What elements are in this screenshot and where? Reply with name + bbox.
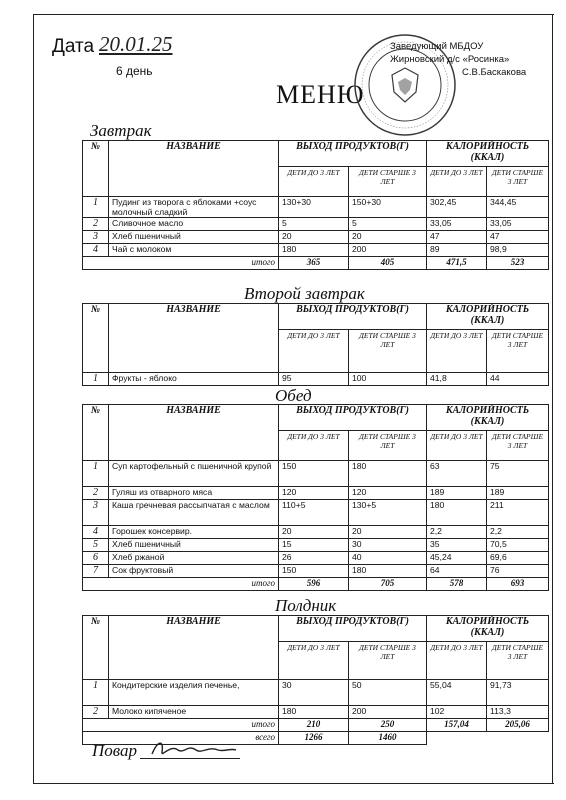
- calories-under3: 35: [427, 539, 487, 552]
- column-header-num: №: [83, 405, 109, 461]
- calories-over3: 344,45: [487, 197, 549, 218]
- table-row: [83, 461, 549, 487]
- frame-bottom-border: [34, 783, 554, 784]
- yield-under3: 150: [279, 461, 349, 487]
- yield-over3: 120: [349, 487, 427, 500]
- yield-over3: 30: [349, 539, 427, 552]
- total-row: [83, 578, 549, 591]
- row-number: 3: [83, 500, 109, 526]
- section-title: Завтрак: [90, 121, 152, 140]
- total-yield-under3: 210: [279, 719, 349, 732]
- calories-over3: 70,5: [487, 539, 549, 552]
- total-label: итого: [83, 578, 279, 591]
- row-number: 7: [83, 565, 109, 578]
- total-row: [83, 257, 549, 270]
- table-row: [83, 526, 549, 539]
- frame-left-border: [33, 14, 34, 784]
- grand-total-yield-under3: 1266: [279, 732, 349, 745]
- yield-under3: 150: [279, 565, 349, 578]
- total-row: [83, 719, 549, 732]
- yield-under3: 30: [279, 680, 349, 706]
- section-title: Полдник: [275, 596, 337, 615]
- column-subheader-under3: ДЕТИ ДО 3 ЛЕТ: [427, 642, 487, 680]
- table-row: [83, 500, 549, 526]
- yield-over3: 180: [349, 565, 427, 578]
- calories-over3: 75: [487, 461, 549, 487]
- calories-over3: 33,05: [487, 218, 549, 231]
- grand-total-label: всего: [83, 732, 279, 745]
- dish-name: Фрукты - яблоко: [109, 373, 279, 386]
- row-number: 5: [83, 539, 109, 552]
- column-subheader-over3: ДЕТИ СТАРШЕ 3 ЛЕТ: [487, 167, 549, 197]
- menu-table: [82, 303, 549, 386]
- column-header-name: НАЗВАНИЕ: [109, 616, 279, 680]
- yield-over3: 100: [349, 373, 427, 386]
- total-label: итого: [83, 257, 279, 270]
- calories-under3: 2,2: [427, 526, 487, 539]
- calories-under3: 41,8: [427, 373, 487, 386]
- calories-under3: 63: [427, 461, 487, 487]
- column-subheader-over3: ДЕТИ СТАРШЕ 3 ЛЕТ: [487, 642, 549, 680]
- yield-under3: 110+5: [279, 500, 349, 526]
- calories-under3: 302,45: [427, 197, 487, 218]
- table-row: [83, 680, 549, 706]
- column-header-calories: КАЛОРИЙНОСТЬ (ККАЛ): [427, 141, 549, 167]
- approval-line-1: Заведующий МБДОУ: [390, 41, 484, 52]
- yield-under3: 120: [279, 487, 349, 500]
- calories-over3: 98,9: [487, 244, 549, 257]
- table-row: [83, 231, 549, 244]
- row-number: 4: [83, 526, 109, 539]
- column-subheader-under3: ДЕТИ ДО 3 ЛЕТ: [427, 431, 487, 461]
- dish-name: Хлеб пшеничный: [109, 539, 279, 552]
- column-header-name: НАЗВАНИЕ: [109, 141, 279, 197]
- approval-line-3: С.В.Баскакова: [462, 67, 527, 78]
- yield-over3: 20: [349, 231, 427, 244]
- table-row: [83, 487, 549, 500]
- menu-table: [82, 404, 549, 591]
- column-subheader-under3: ДЕТИ ДО 3 ЛЕТ: [279, 330, 349, 373]
- yield-over3: 20: [349, 526, 427, 539]
- column-header-yield: ВЫХОД ПРОДУКТОВ(Г): [279, 304, 427, 330]
- column-subheader-over3: ДЕТИ СТАРШЕ 3 ЛЕТ: [487, 330, 549, 373]
- table-row: [83, 565, 549, 578]
- row-number: 1: [83, 680, 109, 706]
- day-number: 6 день: [116, 64, 153, 78]
- calories-over3: 113,3: [487, 706, 549, 719]
- table-row: [83, 244, 549, 257]
- yield-under3: 180: [279, 244, 349, 257]
- calories-over3: 189: [487, 487, 549, 500]
- row-number: 1: [83, 197, 109, 218]
- row-number: 4: [83, 244, 109, 257]
- calories-under3: 55,04: [427, 680, 487, 706]
- approval-block: [390, 40, 526, 79]
- yield-over3: 5: [349, 218, 427, 231]
- column-header-num: №: [83, 616, 109, 680]
- date-label: Дата: [52, 36, 95, 57]
- column-subheader-under3: ДЕТИ ДО 3 ЛЕТ: [427, 330, 487, 373]
- calories-under3: 47: [427, 231, 487, 244]
- yield-over3: 200: [349, 244, 427, 257]
- calories-under3: 189: [427, 487, 487, 500]
- row-number: 2: [83, 706, 109, 719]
- column-subheader-over3: ДЕТИ СТАРШЕ 3 ЛЕТ: [349, 167, 427, 197]
- dish-name: Пудинг из творога с яблоками +соус молочный сладкий: [109, 197, 279, 218]
- yield-over3: 180: [349, 461, 427, 487]
- column-subheader-under3: ДЕТИ ДО 3 ЛЕТ: [427, 167, 487, 197]
- calories-over3: 2,2: [487, 526, 549, 539]
- cook-signature-icon: [148, 738, 238, 760]
- total-calories-over3: 205,06: [487, 719, 549, 732]
- dish-name: Хлеб пшеничный: [109, 231, 279, 244]
- calories-over3: 69,6: [487, 552, 549, 565]
- grand-total-yield-over3: 1460: [349, 732, 427, 745]
- dish-name: Кондитерские изделия печенье,: [109, 680, 279, 706]
- menu-table: [82, 140, 549, 270]
- column-subheader-under3: ДЕТИ ДО 3 ЛЕТ: [279, 431, 349, 461]
- total-yield-under3: 596: [279, 578, 349, 591]
- column-header-num: №: [83, 141, 109, 197]
- calories-over3: 211: [487, 500, 549, 526]
- total-label: итого: [83, 719, 279, 732]
- yield-over3: 150+30: [349, 197, 427, 218]
- dish-name: Сок фруктовый: [109, 565, 279, 578]
- total-yield-over3: 250: [349, 719, 427, 732]
- total-calories-over3: 523: [487, 257, 549, 270]
- row-number: 2: [83, 487, 109, 500]
- calories-under3: 33,05: [427, 218, 487, 231]
- table-row: [83, 539, 549, 552]
- section-title: Обед: [275, 386, 312, 405]
- dish-name: Суп картофельный с пшеничной крупой: [109, 461, 279, 487]
- yield-under3: 180: [279, 706, 349, 719]
- total-yield-over3: 705: [349, 578, 427, 591]
- yield-under3: 5: [279, 218, 349, 231]
- calories-over3: 91,73: [487, 680, 549, 706]
- yield-under3: 20: [279, 526, 349, 539]
- yield-under3: 15: [279, 539, 349, 552]
- total-calories-under3: 578: [427, 578, 487, 591]
- column-header-calories: КАЛОРИЙНОСТЬ (ККАЛ): [427, 304, 549, 330]
- yield-over3: 130+5: [349, 500, 427, 526]
- column-subheader-over3: ДЕТИ СТАРШЕ 3 ЛЕТ: [349, 642, 427, 680]
- calories-over3: 76: [487, 565, 549, 578]
- column-subheader-over3: ДЕТИ СТАРШЕ 3 ЛЕТ: [349, 431, 427, 461]
- dish-name: Молоко кипяченое: [109, 706, 279, 719]
- column-header-calories: КАЛОРИЙНОСТЬ (ККАЛ): [427, 616, 549, 642]
- yield-under3: 26: [279, 552, 349, 565]
- dish-name: Гуляш из отварного мяса: [109, 487, 279, 500]
- menu-table: [82, 615, 549, 745]
- column-header-name: НАЗВАНИЕ: [109, 304, 279, 373]
- dish-name: Хлеб ржаной: [109, 552, 279, 565]
- calories-under3: 89: [427, 244, 487, 257]
- yield-under3: 130+30: [279, 197, 349, 218]
- calories-under3: 45,24: [427, 552, 487, 565]
- total-yield-under3: 365: [279, 257, 349, 270]
- total-calories-under3: 157,04: [427, 719, 487, 732]
- row-number: 3: [83, 231, 109, 244]
- dish-name: Каша гречневая рассыпчатая с маслом: [109, 500, 279, 526]
- yield-over3: 200: [349, 706, 427, 719]
- yield-under3: 20: [279, 231, 349, 244]
- cook-label: Повар: [92, 741, 138, 760]
- approval-line-2: Жирновский д/с «Росинка»: [390, 54, 510, 65]
- yield-over3: 50: [349, 680, 427, 706]
- total-yield-over3: 405: [349, 257, 427, 270]
- dish-name: Горошек консервир.: [109, 526, 279, 539]
- column-header-name: НАЗВАНИЕ: [109, 405, 279, 461]
- menu-title: МЕНЮ: [276, 80, 365, 109]
- calories-under3: 102: [427, 706, 487, 719]
- table-row: [83, 552, 549, 565]
- calories-under3: 180: [427, 500, 487, 526]
- calories-over3: 47: [487, 231, 549, 244]
- table-row: [83, 218, 549, 231]
- table-row: [83, 706, 549, 719]
- date-value: 20.01.25: [99, 32, 173, 56]
- dish-name: Сливочное масло: [109, 218, 279, 231]
- column-subheader-over3: ДЕТИ СТАРШЕ 3 ЛЕТ: [349, 330, 427, 373]
- column-header-num: №: [83, 304, 109, 373]
- row-number: 1: [83, 461, 109, 487]
- yield-under3: 95: [279, 373, 349, 386]
- yield-over3: 40: [349, 552, 427, 565]
- table-row: [83, 197, 549, 218]
- calories-over3: 44: [487, 373, 549, 386]
- table-row: [83, 373, 549, 386]
- total-calories-under3: 471,5: [427, 257, 487, 270]
- frame-top-border: [34, 14, 554, 15]
- calories-under3: 64: [427, 565, 487, 578]
- column-header-yield: ВЫХОД ПРОДУКТОВ(Г): [279, 141, 427, 167]
- column-subheader-under3: ДЕТИ ДО 3 ЛЕТ: [279, 167, 349, 197]
- row-number: 6: [83, 552, 109, 565]
- frame-right-border: [552, 14, 553, 784]
- column-header-calories: КАЛОРИЙНОСТЬ (ККАЛ): [427, 405, 549, 431]
- section-title: Второй завтрак: [244, 284, 365, 303]
- column-header-yield: ВЫХОД ПРОДУКТОВ(Г): [279, 405, 427, 431]
- row-number: 2: [83, 218, 109, 231]
- total-calories-over3: 693: [487, 578, 549, 591]
- row-number: 1: [83, 373, 109, 386]
- column-subheader-under3: ДЕТИ ДО 3 ЛЕТ: [279, 642, 349, 680]
- column-subheader-over3: ДЕТИ СТАРШЕ 3 ЛЕТ: [487, 431, 549, 461]
- column-header-yield: ВЫХОД ПРОДУКТОВ(Г): [279, 616, 427, 642]
- dish-name: Чай с молоком: [109, 244, 279, 257]
